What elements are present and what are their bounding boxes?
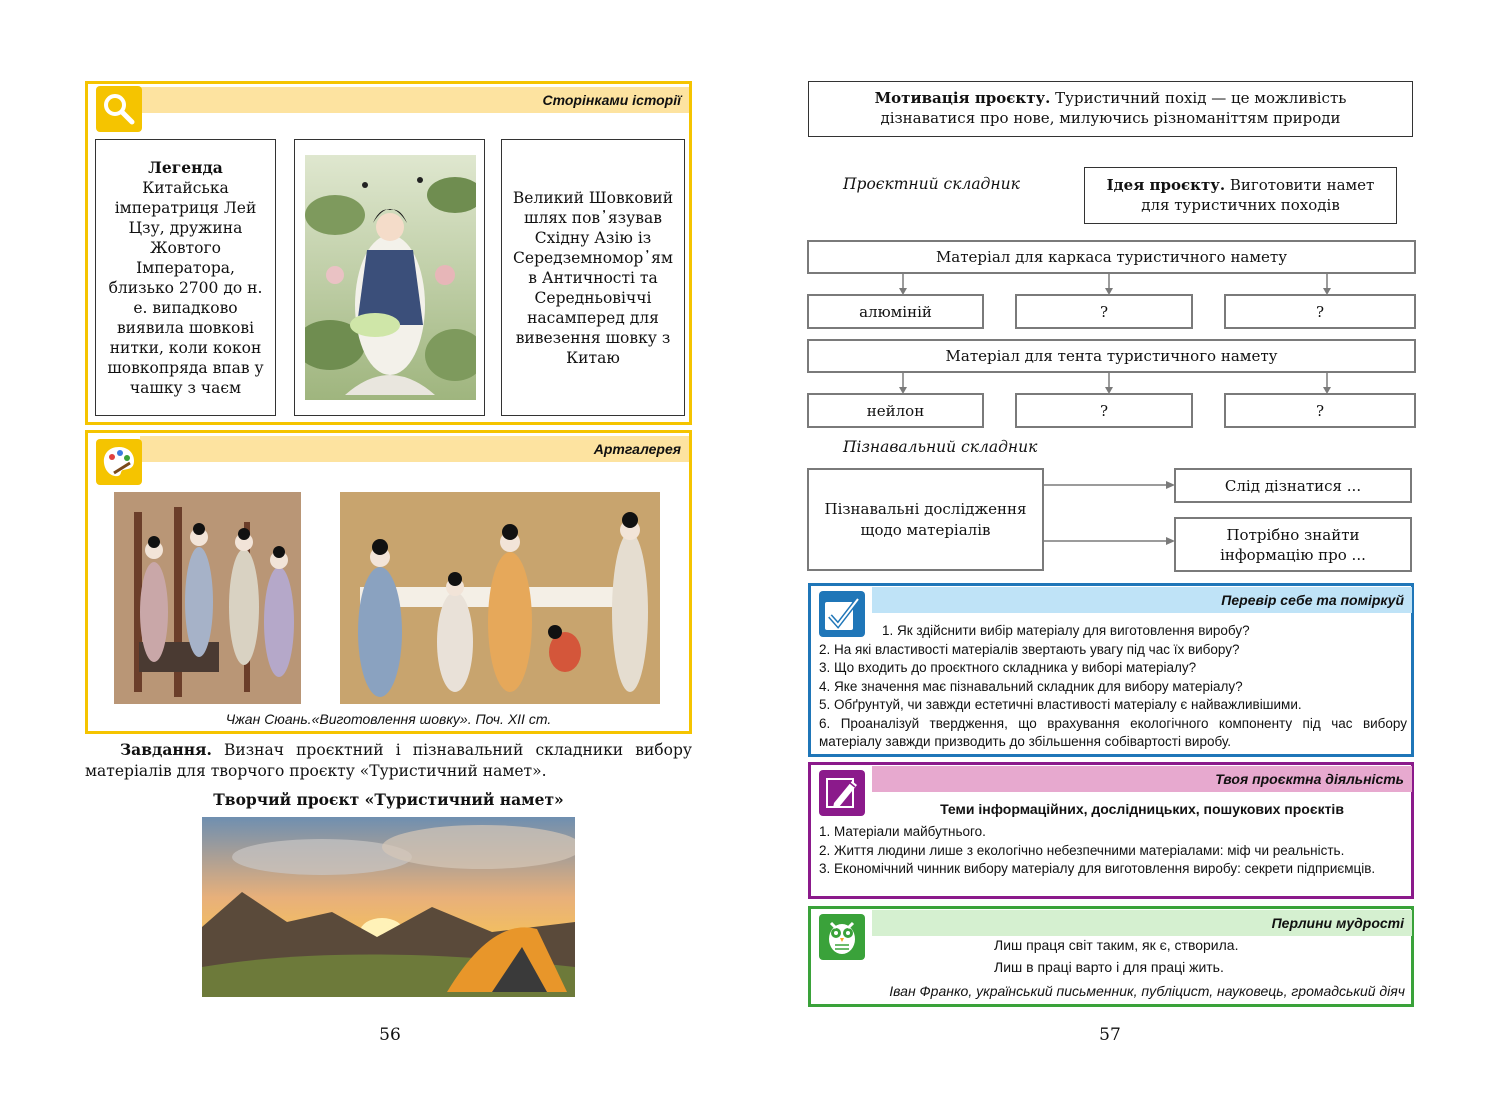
activity-topics [819, 823, 1407, 879]
frame-material-label: Матеріал для каркаса туристичного намету [935, 248, 1288, 266]
pencil-icon [819, 770, 865, 816]
research-box [807, 468, 1044, 571]
tent-option-2 [1015, 393, 1193, 428]
activity-title: Твоя проєктна діяльність [1215, 771, 1404, 787]
tent-option-2-label: ? [1099, 401, 1109, 420]
wisdom-author: Іван Франко, український письменник, публіцист, науковець, громадський діяч [889, 983, 1405, 999]
activity-t1: 1. Матеріали майбутнього. [819, 824, 986, 839]
idea-box [1084, 167, 1397, 224]
activity-t3: 3. Економічний чинник вибору матеріалу для виготовлення виробу: секрети підприємців. [819, 861, 1376, 876]
history-box [85, 81, 692, 425]
frame-option-3 [1224, 294, 1416, 329]
gallery-box [85, 430, 692, 734]
frame-option-1 [807, 294, 984, 329]
find-info-label: Потрібно знайти інформацію про ... [1220, 525, 1366, 564]
frame-option-2 [1015, 294, 1193, 329]
find-info-box [1174, 517, 1412, 572]
project-title: Творчий проєкт «Туристичний намет» [213, 790, 564, 809]
silk-painting-right [340, 492, 660, 704]
palette-icon [96, 439, 142, 485]
gallery-title: Артгалерея [593, 441, 681, 457]
tent-arrows [807, 373, 1416, 395]
learn-box [1174, 468, 1412, 503]
silk-road-card [501, 139, 685, 416]
silk-road-text: Великий Шовковий шлях пов᾽язував Східну Азію із Середземномор᾽ям в Античності та Середньовіччі насамперед для вивезення шовку з Китаю [512, 188, 674, 367]
idea-label: Ідея проєкту. [1106, 176, 1226, 194]
research-arrows [1044, 475, 1176, 550]
tent-option-1-label: нейлон [866, 401, 925, 420]
frame-arrows [807, 274, 1416, 296]
wisdom-title: Перлини мудрості [1271, 915, 1404, 931]
wisdom-band [872, 910, 1412, 936]
gallery-caption: Чжан Сюань.«Виготовлення шовку». Поч. XII ст. [225, 711, 552, 727]
motivation-label: Мотивація проєкту. [874, 89, 1051, 107]
project-component-label: Проєктний складник [843, 175, 1020, 193]
page-number-left: 56 [379, 1025, 401, 1045]
cognitive-component-label: Пізнавальний складник [843, 438, 1038, 456]
activity-box [808, 762, 1414, 899]
check-q2: 2. На які властивості матеріалів звертають увагу під час їх вибору? [819, 641, 1240, 657]
check-q3: 3. Що входить до проєктного складника у виборі матеріалу? [819, 660, 1197, 675]
frame-option-3-label: ? [1315, 302, 1325, 321]
activity-subtitle: Теми інформаційних, дослідницьких, пошукових проєктів [940, 801, 1344, 817]
check-q1: 1. Як здійснити вибір матеріалу для виготовлення виробу? [882, 623, 1250, 638]
task-label: Завдання. [120, 740, 212, 759]
check-title: Перевір себе та поміркуй [1221, 592, 1404, 608]
activity-band [872, 766, 1412, 792]
wisdom-line1: Лиш праця світ таким, як є, створила. [994, 937, 1239, 953]
check-q5: 5. Обґрунтуй, чи завжди естетичні властивості матеріалу є найважливішими. [819, 697, 1302, 712]
legend-title: Легенда [148, 157, 223, 177]
motivation-box [808, 81, 1413, 137]
history-band [140, 87, 689, 113]
frame-option-1-label: алюміній [859, 302, 932, 321]
owl-icon [819, 914, 865, 960]
page-number-right: 57 [1099, 1025, 1121, 1045]
legend-card [95, 139, 276, 416]
research-label: Пізнавальні дослідження щодо матеріалів [824, 499, 1027, 539]
check-band [872, 587, 1412, 613]
history-title: Сторінками історії [542, 92, 681, 108]
tent-option-3-label: ? [1315, 401, 1325, 420]
magnifier-icon [96, 86, 142, 132]
legend-text: Китайська імператриця Лей Цзу, дружина Жовтого Імператора, близько 2700 до н. е. випадково виявила шовкові нитки, коли кокон шовкопряда впав у чашку з чаєм [107, 178, 264, 397]
check-q6: 6. Проаналізуй твердження, що врахування екологічного компоненту під час вибору матеріалу завжди призводить до збільшення собівартості виробу. [819, 715, 1407, 749]
tent-option-3 [1224, 393, 1416, 428]
tent-option-1 [807, 393, 984, 428]
check-questions [819, 622, 1407, 752]
empress-painting-frame [294, 139, 485, 416]
wisdom-box [808, 906, 1414, 1007]
task-text: Визнач проєктний і пізнавальний складники вибору матеріалів для творчого проєкту «Туристичний намет». [85, 741, 692, 780]
wisdom-line2: Лиш в праці варто і для праці жить. [994, 959, 1224, 975]
task-paragraph [85, 739, 692, 782]
learn-label: Слід дізнатися ... [1224, 476, 1362, 495]
tent-material-label: Матеріал для тента туристичного намету [945, 347, 1278, 365]
frame-material-box [807, 240, 1416, 274]
motivation-text: Туристичний похід — це можливість дізнаватися про нове, милуючись різноманіттям природи [880, 89, 1347, 127]
empress-painting [305, 155, 476, 400]
activity-t2: 2. Життя людини лише з екологічно небезпечними матеріалами: міф чи реальність. [819, 842, 1345, 858]
check-box [808, 583, 1414, 757]
silk-painting-left [114, 492, 301, 704]
idea-text: Виготовити намет для туристичних походів [1141, 176, 1375, 214]
check-q4: 4. Яке значення має пізнавальний складник для вибору матеріалу? [819, 678, 1243, 694]
tent-sunset-photo [202, 817, 575, 997]
tent-material-box [807, 339, 1416, 373]
frame-option-2-label: ? [1099, 302, 1109, 321]
gallery-band [140, 436, 689, 462]
